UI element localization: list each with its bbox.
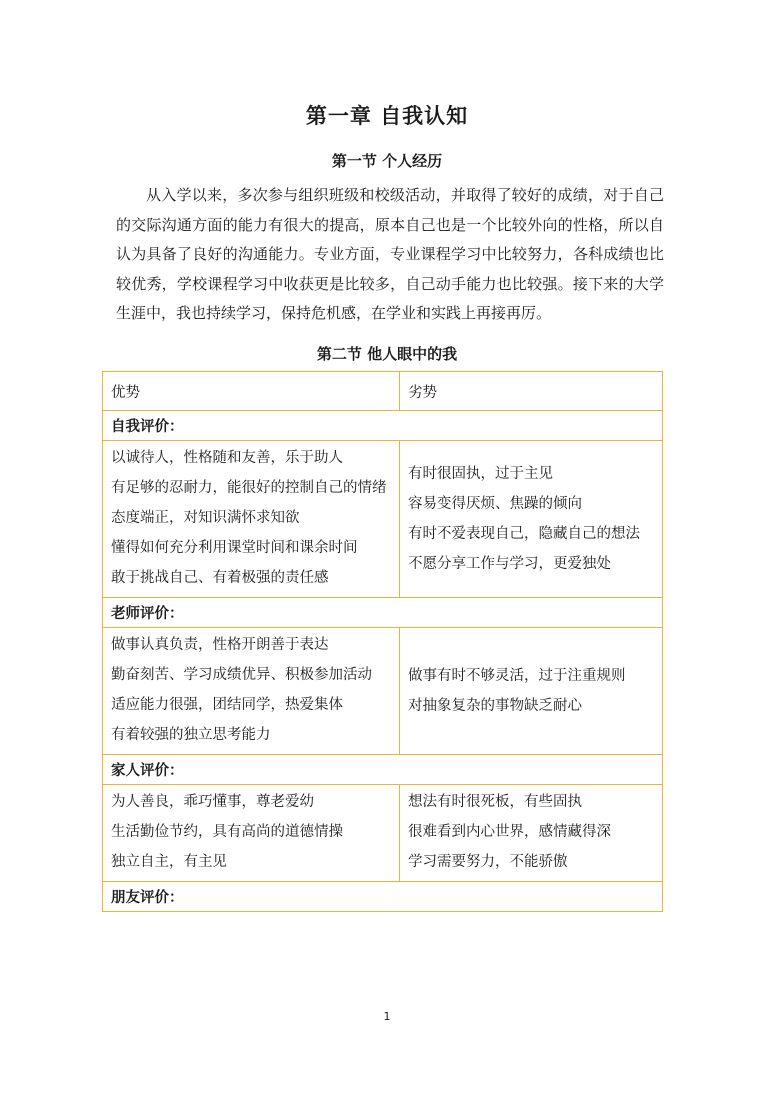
table-header-row <box>103 372 663 411</box>
group-label: 家人评价： <box>103 755 663 785</box>
list-item: 有足够的忍耐力，能很好的控制自己的情绪 <box>111 480 387 496</box>
list-item: 适应能力很强，团结同学，热爱集体 <box>111 697 343 713</box>
list-item: 独立自主，有主见 <box>111 854 227 870</box>
group-row-teacher <box>103 598 663 628</box>
section-title-personal-experience: 第一节 个人经历 <box>331 152 443 170</box>
list-item: 不愿分享工作与学习，更爱独处 <box>408 556 611 572</box>
group-row-friend <box>103 882 663 912</box>
list-item: 学习需要努力，不能骄傲 <box>408 854 568 870</box>
table-row <box>103 441 663 598</box>
page-number: 1 <box>383 1010 391 1023</box>
list-item: 勤奋刻苦、学习成绩优异、积极参加活动 <box>111 667 372 683</box>
evaluation-table <box>102 371 663 912</box>
list-item: 为人善良，乖巧懂事，尊老爱幼 <box>111 794 314 810</box>
chapter-title: 第一章 自我认知 <box>305 104 469 128</box>
header-strengths: 优势 <box>103 372 400 411</box>
list-item: 以诚待人，性格随和友善，乐于助人 <box>111 450 343 466</box>
list-item: 对抽象复杂的事物缺乏耐心 <box>408 698 582 714</box>
table-row <box>103 785 663 882</box>
strengths-cell <box>103 785 400 882</box>
weaknesses-cell <box>400 628 663 755</box>
header-weaknesses: 劣势 <box>400 372 663 411</box>
list-item: 有时不爱表现自己，隐藏自己的想法 <box>408 526 640 542</box>
list-item: 容易变得厌烦、焦躁的倾向 <box>408 496 582 512</box>
section-title-others-view: 第二节 他人眼中的我 <box>316 345 458 363</box>
group-row-self <box>103 411 663 441</box>
list-item: 有着较强的独立思考能力 <box>111 727 271 743</box>
paragraph-text: 从入学以来，多次参与组织班级和校级活动，并取得了较好的成绩，对于自己的交际沟通方面的能力有很大的提高，原本自己也是一个比较外向的性格，所以自认为具备了良好的沟通能力。专业方面，专业课程学习中比较努力，各科成绩也比较优秀，学校课程学习中收获更是比较多，自己动手能力也比较强。接下来的大学生涯中，我也持续学习，保持危机感，在学业和实践上再接再厉。 <box>116 186 664 322</box>
strengths-cell <box>103 441 400 598</box>
list-item: 很难看到内心世界，感情藏得深 <box>408 824 611 840</box>
list-item: 懂得如何充分利用课堂时间和课余时间 <box>111 540 358 556</box>
list-item: 生活勤俭节约，具有高尚的道德情操 <box>111 824 343 840</box>
weaknesses-cell <box>400 441 663 598</box>
list-item: 做事认真负责，性格开朗善于表达 <box>111 637 329 653</box>
list-item: 想法有时很死板，有些固执 <box>408 794 582 810</box>
list-item: 做事有时不够灵活，过于注重规则 <box>408 668 626 684</box>
list-item: 态度端正，对知识满怀求知欲 <box>111 510 300 526</box>
group-label: 老师评价： <box>103 598 663 628</box>
group-label: 朋友评价： <box>103 882 663 912</box>
table-row <box>103 628 663 755</box>
strengths-cell <box>103 628 400 755</box>
weaknesses-cell <box>400 785 663 882</box>
group-label: 自我评价： <box>103 411 663 441</box>
list-item: 有时很固执，过于主见 <box>408 466 553 482</box>
list-item: 敢于挑战自己、有着极强的责任感 <box>111 570 329 586</box>
group-row-family <box>103 755 663 785</box>
personal-experience-paragraph <box>116 181 664 329</box>
